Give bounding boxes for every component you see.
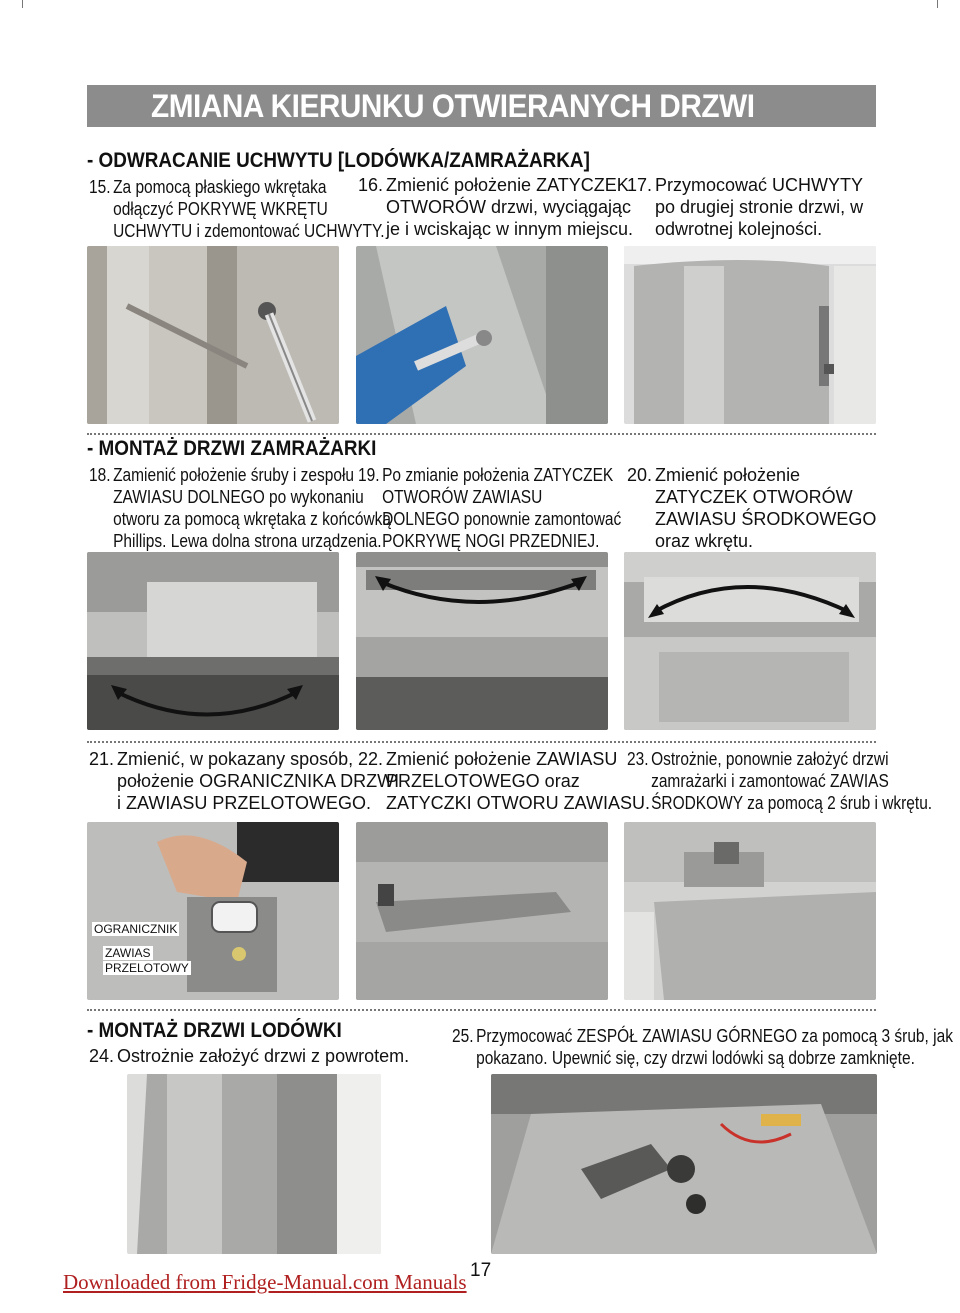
photo-fridge-door [127,1074,381,1254]
photo-handle-screw-cover [87,246,339,424]
step-23: 23. Ostrożnie, ponownie założyć drzwi zamrażarki i zamontować ZAWIAS ŚRODKOWY za pomocą 2 śrub i wkrętu. [627,749,933,813]
step-20: 20. Zmienić położenie ZATYCZEK OTWORÓW ZAWIASU ŚRODKOWEGO oraz wkrętu. [627,465,877,551]
step-15: 15. Za pomocą płaskiego wkrętaka odłączyć POKRYWĘ WKRĘTU UCHWYTU i zdemontować UCHWYTY. [89,177,385,241]
photo-middle-hinge-mounted [624,822,876,1000]
callout-limiter: OGRANICZNIK [94,922,178,936]
section-heading-fridge-door: - MONTAŻ DRZWI LODÓWKI [87,1019,342,1042]
step-22: 22. Zmienić położenie ZAWIASU PRZELOTOWEGO oraz ZATYCZKI OTWORU ZAWIASU. [358,749,650,813]
footer-download-link[interactable]: Downloaded from Fridge-Manual.com Manuals [63,1270,467,1294]
photo-upper-hinge [491,1074,877,1254]
title-bar [87,85,876,127]
photo-limiter-and-hinge [87,822,339,1000]
photo-front-leg-cover [356,552,608,730]
step-16: 16. Zmienić położenie ZATYCZEK OTWORÓW drzwi, wyciągając je i wciskając w innym miejscu. [358,175,634,239]
page-title: ZMIANA KIERUNKU OTWIERANYCH DRZWI [151,88,755,124]
callout-hinge-line1: ZAWIAS [105,946,151,960]
divider [87,1009,876,1011]
step-19: 19. Po zmianie położenia ZATYCZEK OTWORÓW ZAWIASU DOLNEGO ponownie zamontować POKRYWĘ NOGI PRZEDNIEJ. [358,465,622,551]
photo-middle-hinge [624,552,876,730]
page-number: 17 [470,1260,492,1281]
step-21: 21. Zmienić, w pokazany sposób, położenie OGRANICZNIKA DRZWI i ZAWIASU PRZELOTOWEGO. [89,749,400,813]
photo-through-hinge [356,822,608,1000]
callout-hinge-line2: PRZELOTOWY [105,961,189,975]
photo-handles-mounted [624,246,876,424]
divider [87,741,876,743]
photo-door-hole-plugs [356,246,608,424]
step-24: 24. Ostrożnie założyć drzwi z powrotem. [89,1046,410,1066]
photo-lower-hinge [87,552,339,730]
step-25: 25. Przymocować ZESPÓŁ ZAWIASU GÓRNEGO za pomocą 3 śrub, jak pokazano. Upewnić się, czy drzwi lodówki są dobrze zamknięte. [452,1026,953,1068]
step-17: 17. Przymocować UCHWYTY po drugiej stronie drzwi, w odwrotnej kolejności. [627,175,864,239]
section-heading-freezer-door: - MONTAŻ DRZWI ZAMRAŻARKI [87,437,377,460]
step-18: 18. Zamienić położenie śruby i zespołu ZAWIASU DOLNEGO po wykonaniu otworu za pomocą wkrętaka z końcówką Phillips. Lewa dolna strona urządzenia. [89,465,391,551]
section-heading-handles: - ODWRACANIE UCHWYTU [LODÓWKA/ZAMRAŻARKA] [87,149,590,172]
divider [87,433,876,435]
